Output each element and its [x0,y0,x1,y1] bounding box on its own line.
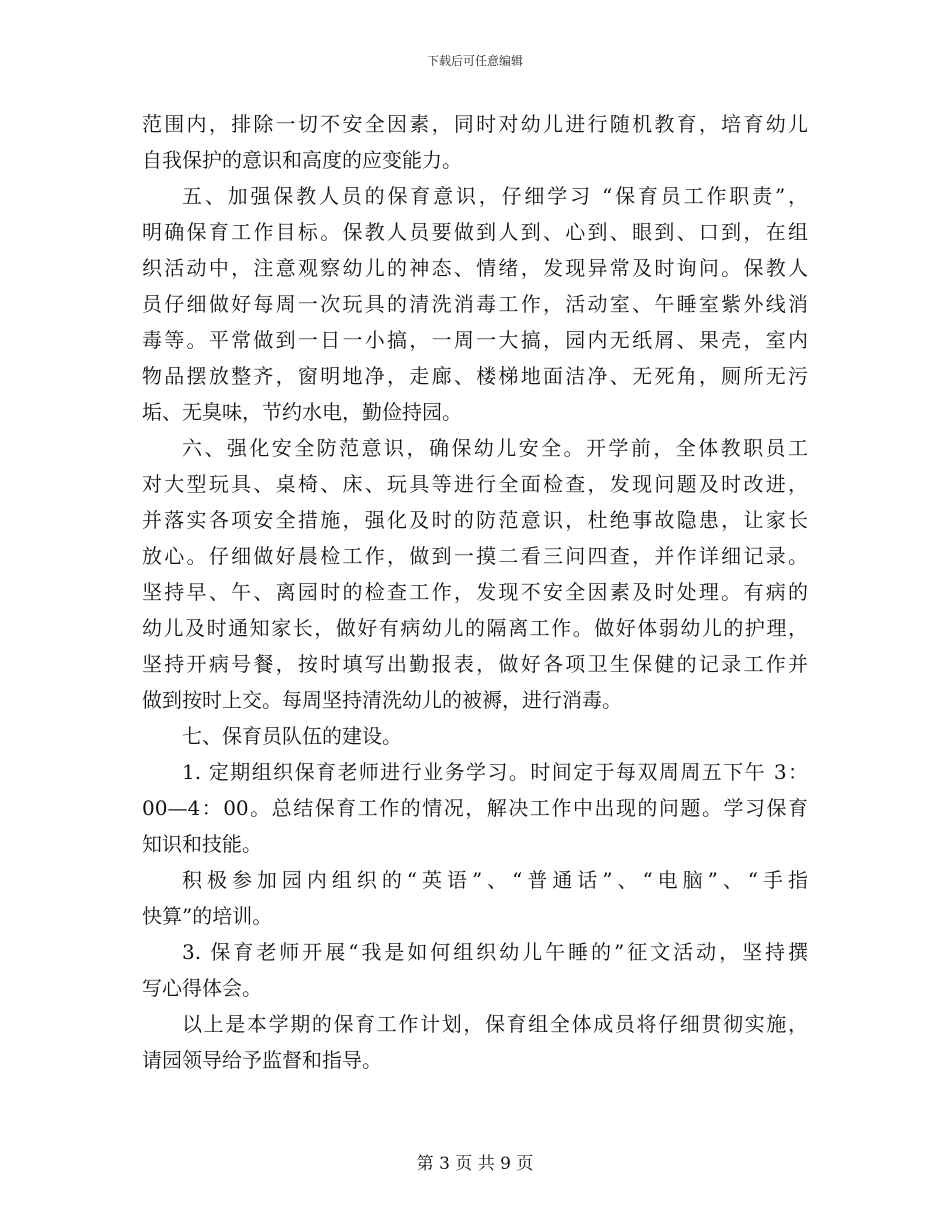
text-line: 1. 定期组织保育老师进行业务学习。时间定于每双周周五下午 3： [182,760,808,784]
text-line: 放心。仔细做好晨检工作，做到一摸二看三问四查，并作详细记录。 [142,544,808,568]
text-line: 写心得体会。 [142,976,262,1000]
text-line: 请园领导给予监督和指导。 [142,1048,382,1072]
text-line: 快算”的培训。 [142,904,273,928]
text-line: 坚持开病号餐，按时填写出勤报表，做好各项卫生保健的记录工作并 [142,652,808,676]
paragraph [142,934,808,1006]
text-line: 00—4：00。总结保育工作的情况，解决工作中出现的问题。学习保育 [142,796,808,820]
text-line: 范围内，排除一切不安全因素，同时对幼儿进行随机教育，培育幼儿 [142,112,808,136]
text-line: 垢、无臭味，节约水电，勤俭持园。 [142,400,462,424]
text-line: 七、保育员队伍的建设。 [182,724,402,748]
text-line: 3. 保育老师开展“我是如何组织幼儿午睡的”征文活动，坚持撰 [182,940,808,964]
paragraph [142,862,808,934]
text-line: 积极参加园内组织的“英语”、“普通话”、“电脑”、“手指 [182,868,808,892]
page-header: 下载后可任意编辑 [426,54,523,68]
text-line: 以上是本学期的保育工作计划，保育组全体成员将仔细贯彻实施， [182,1012,808,1036]
text-line: 物品摆放整齐，窗明地净，走廊、楼梯地面洁净、无死角，厕所无污 [142,364,808,388]
text-line: 毒等。平常做到一日一小搞，一周一大搞，园内无纸屑、果壳，室内 [142,328,808,352]
text-line: 做到按时上交。每周坚持清洗幼儿的被褥，进行消毒。 [142,688,622,712]
text-line: 员仔细做好每周一次玩具的清洗消毒工作，活动室、午睡室紫外线消 [142,292,808,316]
text-line: 明确保育工作目标。保教人员要做到人到、心到、眼到、口到，在组 [142,220,808,244]
paragraph [142,430,808,718]
paragraph [142,718,808,754]
paragraph [142,754,808,862]
paragraph [142,106,808,178]
paragraph [142,178,808,430]
text-line: 知识和技能。 [142,832,262,856]
text-line: 坚持早、午、离园时的检查工作，发现不安全因素及时处理。有病的 [142,580,808,604]
text-line: 幼儿及时通知家长，做好有病幼儿的隔离工作。做好体弱幼儿的护理， [142,616,808,640]
page-footer: 第 3 页 共 9 页 [416,1154,534,1174]
text-line: 织活动中，注意观察幼儿的神态、情绪，发现异常及时询问。保教人 [142,256,808,280]
text-line: 对大型玩具、桌椅、床、玩具等进行全面检查，发现问题及时改进， [142,472,808,496]
text-line: 五、加强保教人员的保育意识，仔细学习 “保育员工作职责”， [182,184,808,208]
text-line: 自我保护的意识和高度的应变能力。 [142,148,462,172]
paragraph [142,1006,808,1078]
text-line: 六、强化安全防范意识，确保幼儿安全。开学前，全体教职员工 [182,436,808,460]
document-body [142,106,808,1078]
text-line: 并落实各项安全措施，强化及时的防范意识，杜绝事故隐患，让家长 [142,508,808,532]
